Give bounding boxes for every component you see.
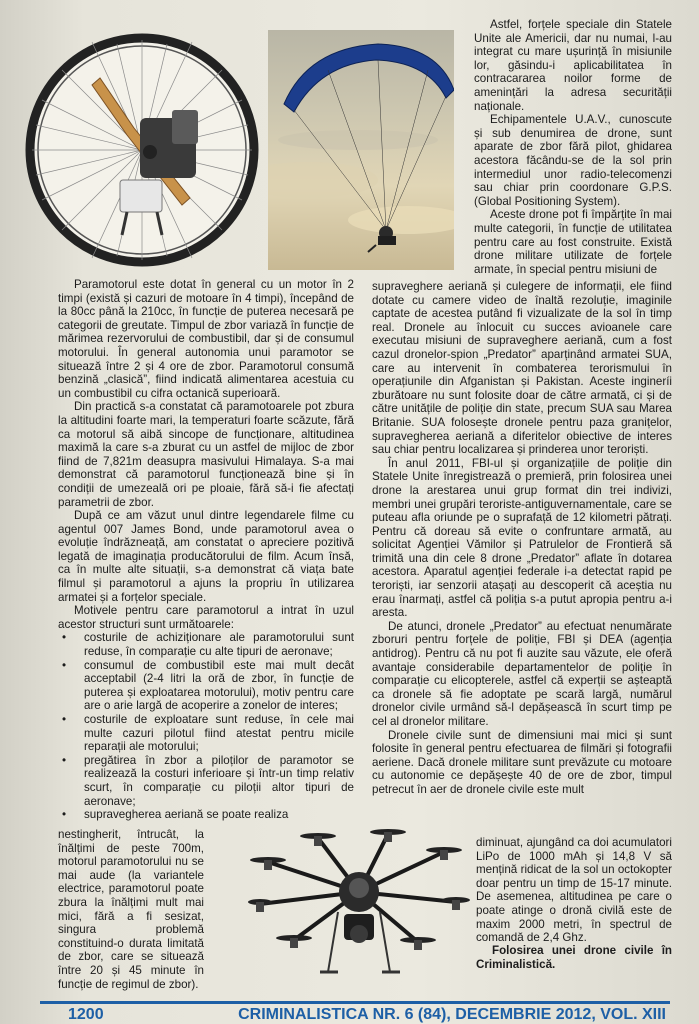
- paragraph: În anul 2011, FBI-ul și organizațiile de poliție din Statele Unite înregistrează o premieră, prin folosirea unei drone la arestarea unui grup format din trei indivizi, membri unei grupări teroriste-antiguvernamentale, care se puteau afla oriunde pe o suprafață de 12 kilometri pătrați. Pentru că doreau să evite o confruntare armată, au solicitat Agenției Vămilor și Patrulelor de Frontieră să trimită una din cele 8 drone „Predator” aflate în dotarea acestora. Aparatul agenției federale i-a detectat rapid pe teroriști, iar senzorii atașați au descoperit că aceștia nu erau înarmați, astfel că poliția s-a putut apropia pentru a-i aresta.: [372, 456, 672, 620]
- heading-text: Folosirea unei drone civile în Criminalistică.: [476, 944, 672, 971]
- page-footer: [40, 1001, 670, 1024]
- paragraph: Aceste drone pot fi împărțite în mai multe categorii, în funcție de utilitatea pentru care au fost construite. Există drone militare utilizate de forțele armate, în special pentru misiuni de: [474, 208, 672, 276]
- list-item-text: costurile de achiziționare ale paramotorului sunt reduse, în comparație cu alte tipuri de aeronave;: [84, 631, 354, 659]
- list-item-text: pregătirea în zbor a piloților de paramotor se realizează la costuri inferioare și într-un timp relativ scurt, în comparație cu piloții altor tipuri de aeronave;: [84, 753, 354, 808]
- drone-photo: [248, 822, 470, 1000]
- list-item-text: consumul de combustibil este mai mult decât acceptabil (2-4 litri la oră de zbor, în funcție de puterea și exploatarea motorului), motiv pentru care are o arie largă de acoperire a zonelor de interes;: [84, 658, 354, 713]
- section-heading: [476, 944, 672, 971]
- paragraph: supraveghere aeriană și culegere de informații, ele fiind dotate cu camere video de înaltă rezoluție, imaginile captate de acestea putând fi vizualizate de la sol în timp real. Dronele au înlocuit cu succes avioanele care executau misiuni de supraveghere aeriană, cum a fost cazul dronelor-spion „Predator” aparținând armatei SUA, care au intervenit în combaterea terorismului în operațiunile din Afganistan și Pakistan. Aceste ingineríi zburătoare nu sunt folosite doar de către armată, ci și de către unitățile de poliție din state, precum SUA sau Marea Britanie. SUA folosește dronele pentru paza granițelor, supravegherea aeriană a diferitelor obiective de interes sau chiar pentru localizarea și prinderea unor teroriști.: [372, 280, 672, 457]
- list-item: [58, 659, 354, 713]
- paramotor-photo: [22, 30, 262, 270]
- bullet: •: [62, 658, 67, 672]
- journal-title: CRIMINALISTICA NR. 6 (84), DECEMBRIE 2012, VOL. XIII: [238, 1006, 666, 1023]
- list-item-text: costurile de exploatare sunt reduse, în cele mai multe cazuri pilotul fiind atestat pentru micile reparații ale motorului;: [84, 713, 354, 754]
- right-bottom-text: [476, 836, 672, 945]
- bullet: •: [62, 631, 67, 645]
- bullet: •: [62, 753, 67, 767]
- list-item: [58, 713, 354, 754]
- drone-illustration: [248, 822, 470, 1000]
- paragraph: De atunci, dronele „Predator” au efectuat nenumărate zboruri pentru forțele de poliție, FBI și DEA (agenția antidrog). Pentru că nu pot fi auzite sau văzute, ele oferă avantaje considerabile departamentelor de poliție în comparație cu elicopterele, astfel că experții se așteaptă ca dronele să fie adoptate pe scară largă, numărul dronelor civile urmând să-l depășească în scurt timp pe cel al dronelor militare.: [372, 619, 672, 728]
- paramotor-illustration: [22, 30, 262, 270]
- paraglider-illustration: [268, 30, 454, 270]
- list-item-text: supravegherea aeriană se poate realiza: [84, 808, 289, 822]
- list-item: [58, 754, 354, 808]
- list-item: [58, 808, 354, 822]
- paragraph: După ce am văzut unul dintre legendarele filme cu agentul 007 James Bond, unde paramotorul avea o evoluție îndrăzneață, am constatat o apreciere pozitivă legată de imaginația producătorului de film. Acum însă, ca în multe alte situații, s-a demonstrat că viața bate filmul și paramotorul a ajuns la propriu în utilizarea armatei și a forțelor speciale.: [58, 509, 354, 604]
- paragraph: Motivele pentru care paramotorul a intrat în uzul acestor structuri sunt următoarele:: [58, 604, 354, 631]
- paragraph: nestingherit, întrucât, la înălțimi de peste 700m, motorul paramotorului nu se mai aude (la variantele electrice, paramotorul poate zbura la înălțimi mult mai mici, fără a fi sesizat, singura problemă constituind-o durata limitată de zbor, care se situează între 20 și 45 minute în funcție de regimul de zbor).: [58, 828, 204, 991]
- top-right-text-block: [474, 18, 672, 276]
- paragraph: Paramotorul este dotat în general cu un motor în 2 timpi (există și cazuri de motoare în 4 timpi), începând de la 80cc până la 210cc, în funcție de puterea necesară pe categorii de greutate. Timpul de zbor variază în funcție de mărimea rezervorului de combustibil, dar și de consumul motorului. În general autonomia unui paramotor se situează între 2 și 4 ore de zbor. Paramotorul consumă benzină „clasică”, fiind indicată alimentarea acestuia cu un combustibil cu cifra octanică superioară.: [58, 278, 354, 400]
- left-bottom-text: [58, 828, 204, 991]
- paragraph: diminuat, ajungând ca doi acumulatori LiPo de 1000 mAh și 14,8 V să mențină ridicat de la sol un octokopter doar pentru un timp de 15-17 minute. De asemenea, altitudinea pe care o poate atinge o dronă civilă este de maxim 2000 metri, în spectrul de comandă de 2,4 Ghz.: [476, 836, 672, 945]
- bullet: •: [62, 713, 67, 726]
- bullet: •: [62, 808, 67, 822]
- paragraph: Dronele civile sunt de dimensiuni mai mici și sunt folosite în general pentru efectuarea de filmări și fotografii aeriene. Dacă dronele militare sunt prevăzute cu motoare cu autonomie ce depășește 40 de ore de zbor, timpul petrecut în aer de dronele civile este mult: [372, 728, 672, 796]
- paragraph: Din practică s-a constatat că paramotoarele pot zbura la altitudini foarte mari, la temperaturi foarte scăzute, fără ca motorul să aibă sincope de funcționare, altitudinea maximă la care s-a zburat cu un astfel de mijloc de zbor fiind de 7,821m deasupra masivului Himalaya. S-a mai demonstrat că paramotorul funcționează bine și în condiții de umezeală ori pe ploaie, fără să-i fie afectați parametrii de zbor.: [58, 400, 354, 509]
- left-column: [58, 278, 354, 822]
- paraglider-photo: [268, 30, 454, 270]
- paragraph: Echipamentele U.A.V., cunoscute și sub denumirea de drone, sunt aparate de zbor fără pilot, ghidarea acestora făcându-se de la sol prin intermediul unor radio-telecomenzi sau chiar prin coordonare G.P.S. (Global Positioning System).: [474, 113, 672, 208]
- right-column: [372, 280, 672, 797]
- paragraph: Astfel, forțele speciale din Statele Unite ale Americii, dar nu numai, l-au integrat cu mare ușurință în misiunile lor, găsindu-i aplicabilitatea în contracararea noilor forme de amenințări la adresa securității naționale.: [474, 18, 672, 113]
- page-number: 1200: [68, 1006, 104, 1023]
- list-item: [58, 631, 354, 658]
